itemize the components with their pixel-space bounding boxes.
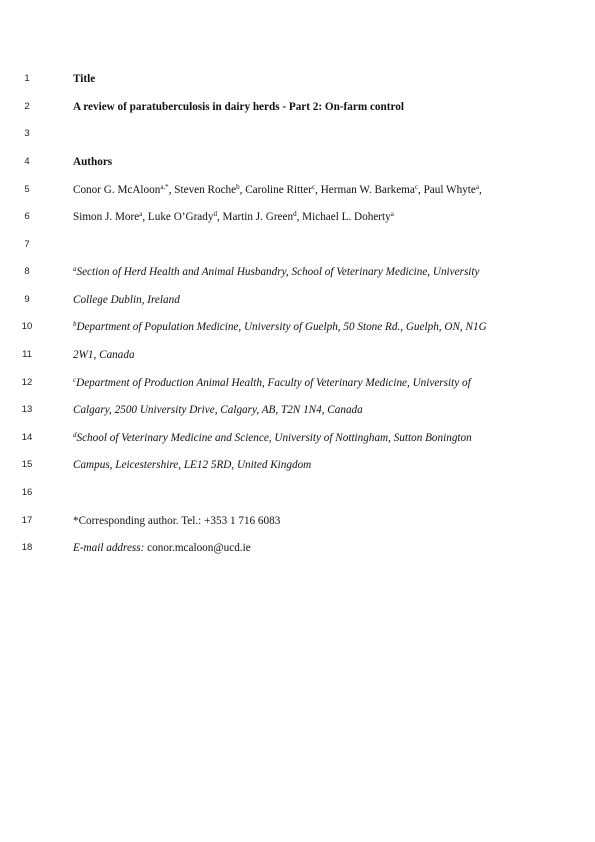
line-number: 6 — [24, 211, 30, 222]
manuscript-line-14 — [0, 428, 595, 448]
author-affiliation-mark: a — [475, 183, 479, 191]
line-number: 1 — [24, 73, 30, 84]
manuscript-line-17 — [0, 511, 595, 531]
affiliation-text: Department of Population Medicine, University of Guelph, 50 Stone Rd., Guelph, ON, N1G — [76, 321, 487, 333]
author-list-line-1: Conor G. McAloon$^{a,*}$, Steven Roche$^b$, Caroline Ritter$^c$, Herman W. Barkema$^c$, Paul Whyte$^a$, — [73, 183, 482, 196]
corresponding-author: *Corresponding author. Tel.: +353 1 716 6083 — [73, 515, 281, 527]
email-line — [73, 538, 251, 558]
affiliation-mark: a — [73, 265, 77, 273]
affiliation-mark: c — [73, 376, 77, 384]
author-name: Michael L. Doherty — [302, 211, 391, 223]
author-name: Paul Whyte — [423, 184, 476, 196]
line-number: 3 — [24, 128, 30, 139]
author-name: Simon J. More — [73, 211, 140, 223]
manuscript-line-1 — [0, 69, 595, 89]
line-number: 13 — [21, 404, 33, 415]
line-number: 18 — [21, 542, 33, 553]
line-number: 14 — [21, 432, 33, 443]
author-affiliation-mark: a — [390, 210, 394, 218]
title-heading: Title — [73, 73, 96, 85]
line-number: 2 — [24, 101, 30, 112]
manuscript-line-16 — [0, 483, 595, 503]
paper-title: A review of paratuberculosis in dairy herds - Part 2: On-farm control — [73, 101, 404, 113]
manuscript-line-18 — [0, 538, 595, 558]
manuscript-line-2 — [0, 97, 595, 117]
affiliation-a-continued: College Dublin, Ireland — [73, 294, 180, 306]
line-number: 7 — [24, 239, 30, 250]
author-affiliation-mark: c — [312, 183, 316, 191]
author-name: Steven Roche — [174, 184, 237, 196]
manuscript-line-6 — [0, 207, 595, 227]
manuscript-line-12 — [0, 373, 595, 393]
line-number: 4 — [24, 156, 30, 167]
manuscript-line-13 — [0, 400, 595, 420]
authors-heading: Authors — [73, 156, 113, 168]
affiliation-text: School of Veterinary Medicine and Science, University of Nottingham, Sutton Bonington — [76, 432, 472, 444]
author-name: Martin J. Green — [222, 211, 294, 223]
line-number: 8 — [24, 266, 30, 277]
line-number: 15 — [21, 459, 33, 470]
author-affiliation-mark: b — [236, 183, 240, 191]
affiliation-a — [73, 262, 480, 282]
manuscript-line-5 — [0, 180, 595, 200]
line-number: 17 — [21, 515, 33, 526]
manuscript-line-9 — [0, 290, 595, 310]
affiliation-b — [73, 317, 487, 337]
affiliation-mark: d — [73, 431, 77, 439]
affiliation-c-continued: Calgary, 2500 University Drive, Calgary, AB, T2N 1N4, Canada — [73, 404, 363, 416]
author-affiliation-mark: d — [213, 210, 217, 218]
line-number: 11 — [22, 349, 32, 360]
affiliation-d — [73, 428, 472, 448]
manuscript-line-10 — [0, 317, 595, 337]
manuscript-line-4 — [0, 152, 595, 172]
affiliation-mark: b — [73, 320, 77, 328]
line-number: 16 — [21, 487, 33, 498]
author-name: Luke O’Grady — [147, 211, 214, 223]
line-number: 10 — [21, 321, 33, 332]
author-name: Conor G. McAloon — [73, 184, 161, 196]
affiliation-d-continued: Campus, Leicestershire, LE12 5RD, United Kingdom — [73, 459, 312, 471]
affiliation-c — [73, 373, 471, 393]
affiliation-b-continued: 2W1, Canada — [73, 349, 135, 361]
email-address: conor.mcaloon@ucd.ie — [147, 542, 251, 554]
manuscript-line-3 — [0, 124, 595, 144]
author-name: Herman W. Barkema — [320, 184, 415, 196]
line-number: 5 — [24, 184, 30, 195]
line-number: 12 — [21, 377, 33, 388]
email-label: E-mail address: — [73, 542, 145, 554]
author-list-line-2: Simon J. More$^a$, Luke O’Grady$^d$, Martin J. Green$^d$, Michael L. Doherty$^a$ — [73, 210, 394, 223]
manuscript-line-11 — [0, 345, 595, 365]
author-affiliation-mark: d — [293, 210, 297, 218]
manuscript-line-7 — [0, 235, 595, 255]
affiliation-text: Department of Production Animal Health, Faculty of Veterinary Medicine, University of — [76, 377, 471, 389]
author-affiliation-mark: c — [414, 183, 418, 191]
manuscript-line-15 — [0, 455, 595, 475]
author-affiliation-mark: a,* — [160, 183, 169, 191]
author-name: Caroline Ritter — [245, 184, 313, 196]
line-number: 9 — [24, 294, 30, 305]
manuscript-line-8 — [0, 262, 595, 282]
author-affiliation-mark: a — [139, 210, 143, 218]
affiliation-text: Section of Herd Health and Animal Husbandry, School of Veterinary Medicine, University — [76, 266, 480, 278]
